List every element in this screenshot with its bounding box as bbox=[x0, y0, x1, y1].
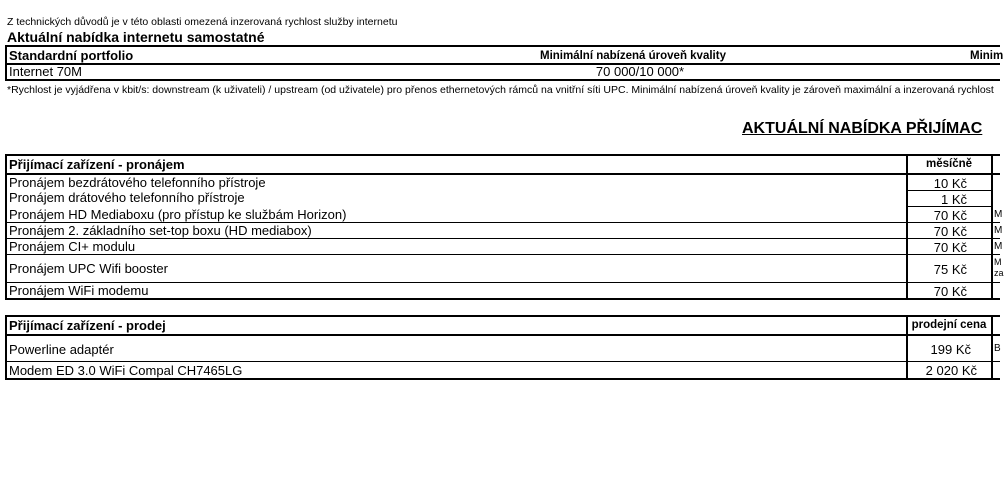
min-quality-header: Minimální nabízená úroveň kvality bbox=[540, 50, 726, 62]
internet-row-name: Internet 70M bbox=[9, 64, 82, 79]
rental-row-extra: M bbox=[994, 241, 1003, 252]
portfolio-header: Standardní portfolio bbox=[9, 48, 134, 63]
equipment-title: AKTUÁLNÍ NABÍDKA PŘIJÍMAC bbox=[742, 120, 983, 137]
rental-row-name: Pronájem bezdrátového telefonního přístroje bbox=[9, 175, 266, 190]
rental-row-extra: M bbox=[994, 257, 1002, 267]
rental-row-name: Pronájem UPC Wifi booster bbox=[9, 261, 168, 276]
rental-row-name: Pronájem WiFi modemu bbox=[9, 283, 149, 298]
rental-row-extra: M bbox=[994, 225, 1003, 236]
sale-row-name: Modem ED 3.0 WiFi Compal CH7465LG bbox=[9, 363, 243, 378]
rental-row-price: 10 Kč bbox=[933, 176, 967, 191]
sale-price-header: prodejní cena bbox=[911, 319, 987, 331]
sale-header: Přijímací zařízení - prodej bbox=[9, 318, 166, 333]
rental-row-name: Pronájem CI+ modulu bbox=[9, 239, 136, 254]
rental-row-price: 1 Kč bbox=[940, 192, 967, 207]
cut-header: Minim bbox=[970, 50, 1004, 62]
rental-row-price: 70 Kč bbox=[933, 284, 967, 299]
rental-row-price: 70 Kč bbox=[933, 240, 967, 255]
section-title: Aktuální nabídka internetu samostatné bbox=[7, 29, 265, 45]
sale-row-price: 199 Kč bbox=[930, 342, 971, 357]
internet-row-value: 70 000/10 000* bbox=[595, 64, 685, 79]
sale-row-extra: B bbox=[994, 343, 1001, 354]
rental-row-name: Pronájem 2. základního set-top boxu (HD mediabox) bbox=[9, 223, 312, 238]
rental-price-header: měsíčně bbox=[925, 158, 973, 170]
technical-note: Z technických důvodů je v této oblasti omezená inzerovaná rychlost služby internetu bbox=[7, 16, 398, 28]
rental-row-price: 70 Kč bbox=[933, 208, 967, 223]
rental-header: Přijímací zařízení - pronájem bbox=[9, 157, 185, 172]
rental-row-price: 75 Kč bbox=[933, 262, 967, 277]
sale-row-name: Powerline adaptér bbox=[9, 342, 114, 357]
rental-row-name: Pronájem HD Mediaboxu (pro přístup ke službám Horizon) bbox=[9, 207, 347, 222]
footnote: *Rychlost je vyjádřena v kbit/s: downstream (k uživateli) / upstream (od uživatele) pro přenos ethernetových rámců na vnitřní síti UPC. Minimální nabízená úroveň kvality je zároveň maximální a inzerovaná rychlost bbox=[7, 84, 994, 96]
rental-row-price: 70 Kč bbox=[933, 224, 967, 239]
sale-row-price: 2 020 Kč bbox=[925, 363, 977, 378]
rental-row-name: Pronájem drátového telefonního přístroje bbox=[9, 190, 245, 205]
rental-row-extra2: za bbox=[994, 268, 1004, 278]
rental-row-extra: M bbox=[994, 209, 1003, 220]
